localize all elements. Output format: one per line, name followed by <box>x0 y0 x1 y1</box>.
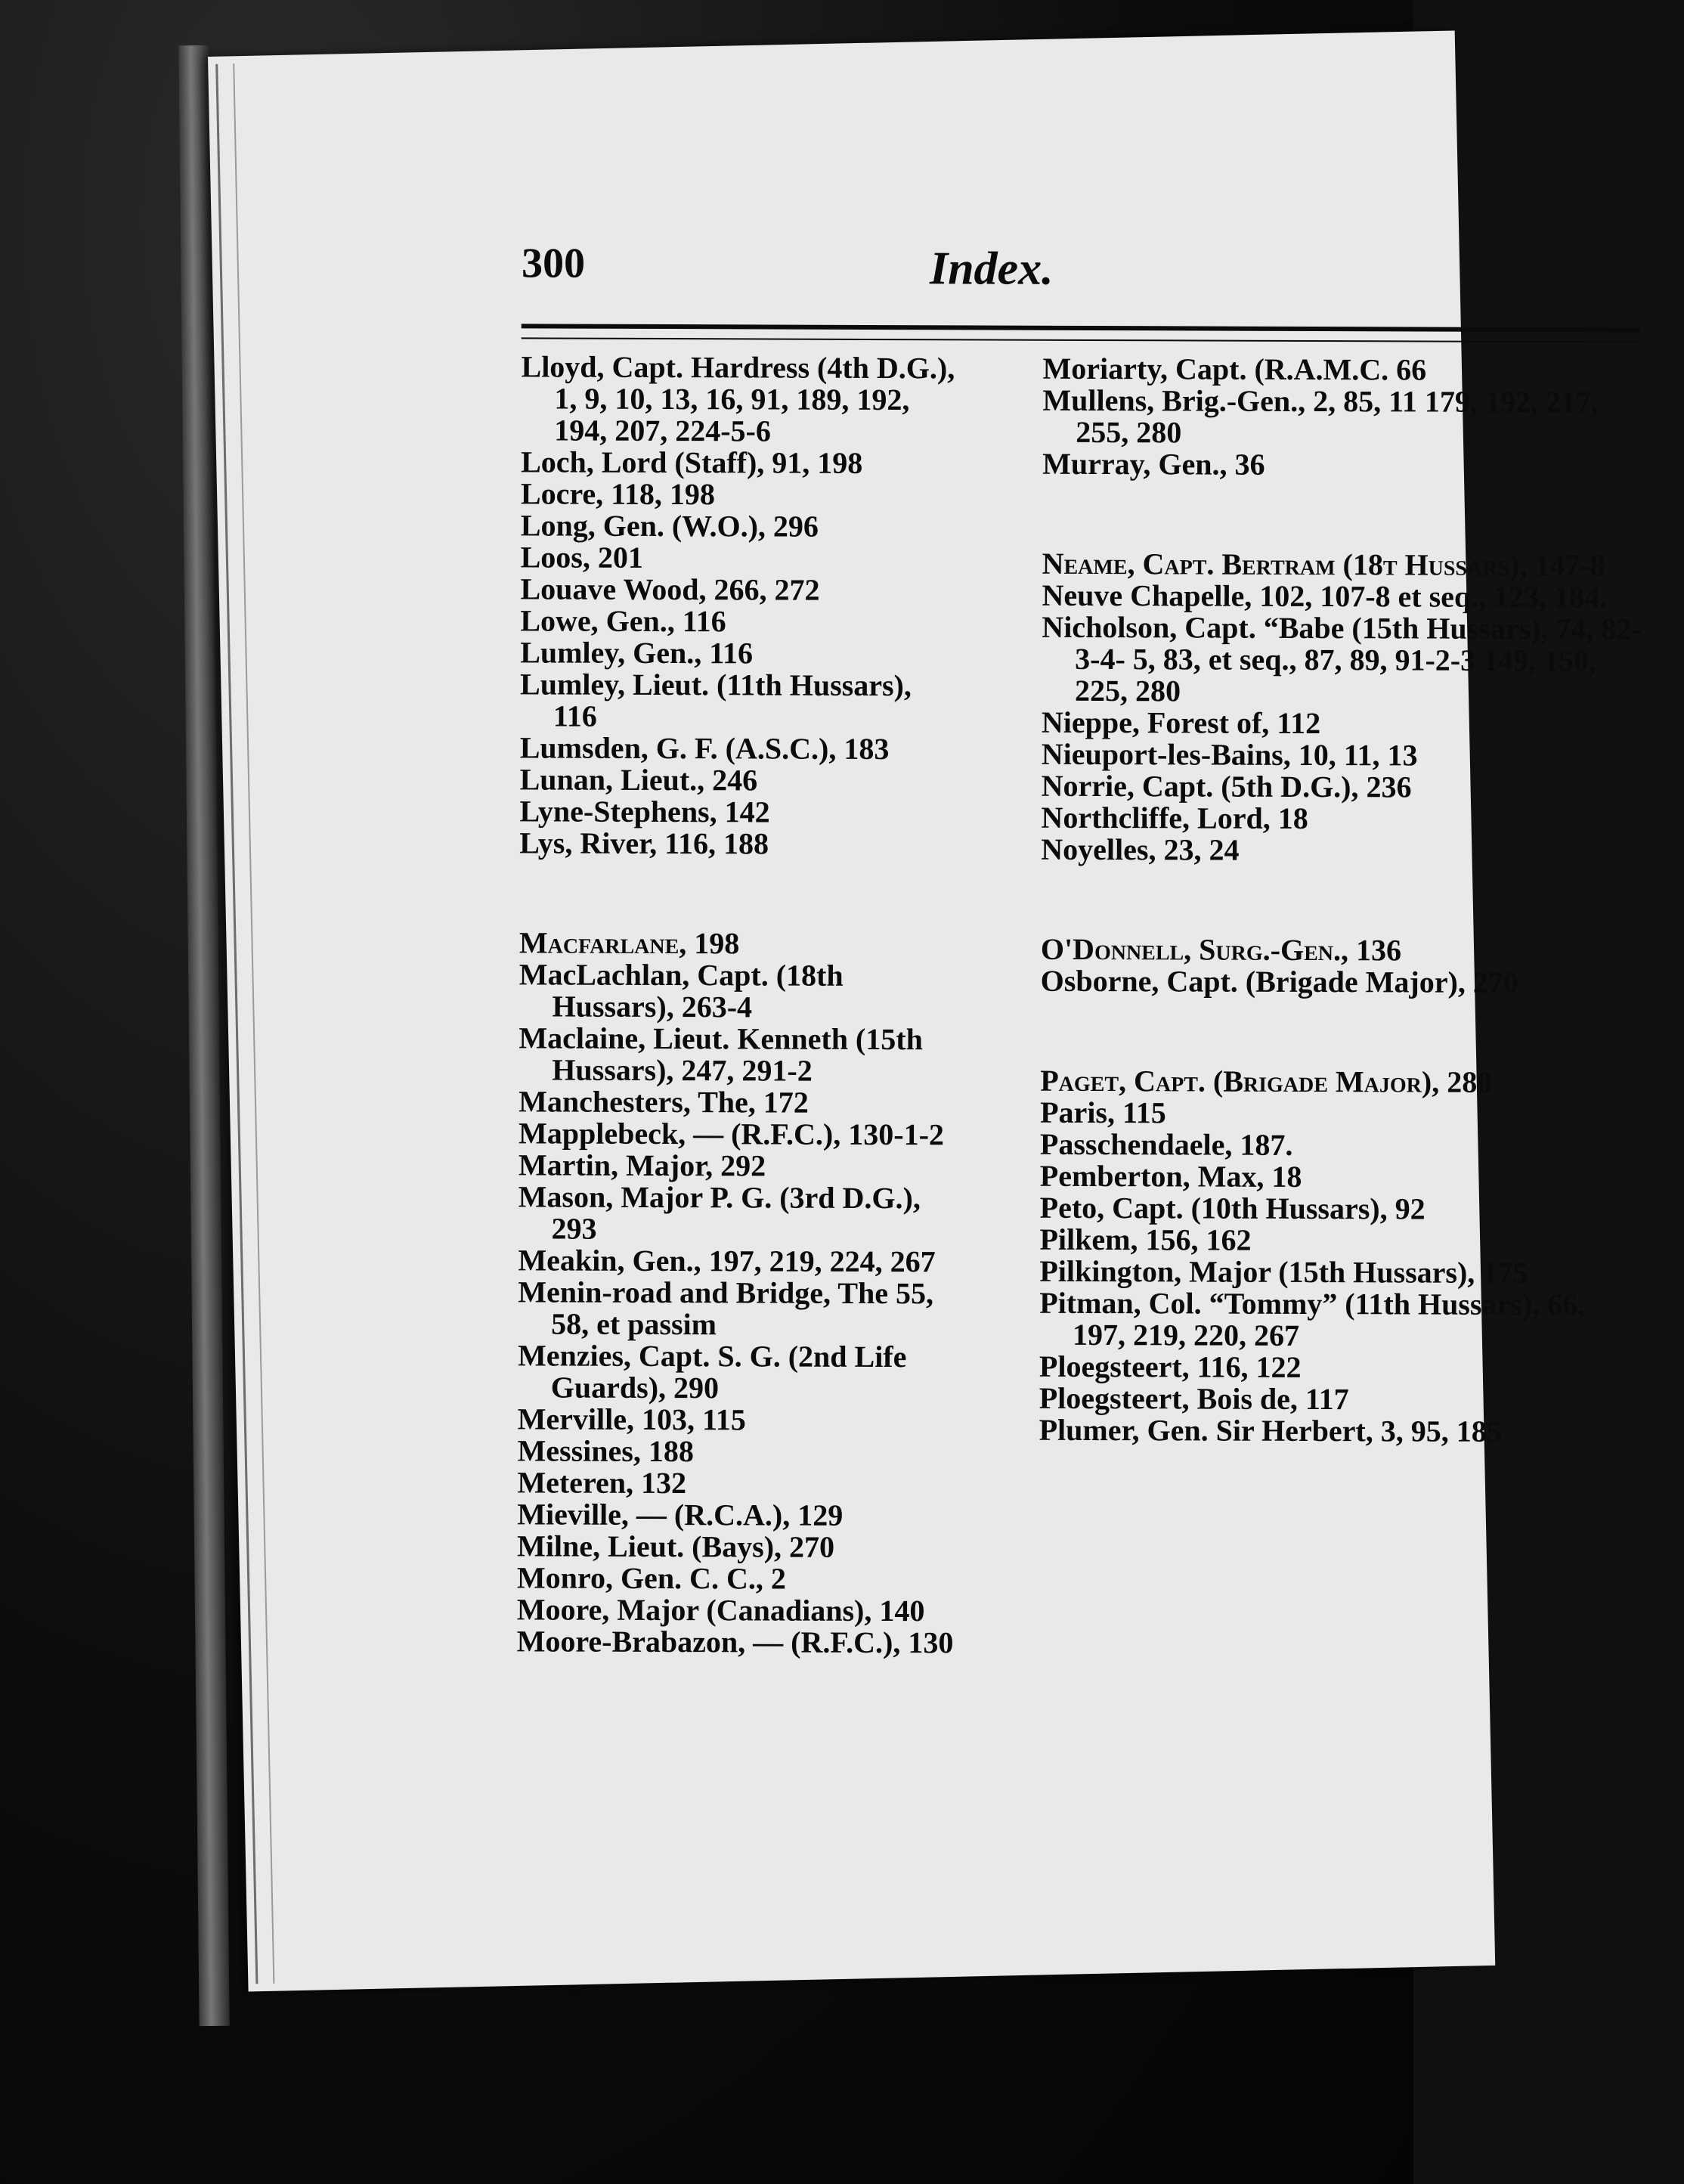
index-entry: Peto, Capt. (10th Hussars), 92 <box>1039 1190 1426 1226</box>
index-entry: Loch, Lord (Staff), 91, 198 <box>521 445 863 480</box>
index-entry: Lumley, Gen., 116 <box>520 635 754 671</box>
index-column-right <box>1039 353 1648 1448</box>
index-entry: O'Donnell, Surg.-Gen., 136 <box>1040 931 1402 968</box>
index-entry: Loos, 201 <box>520 540 644 575</box>
index-entry: Merville, 103, 115 <box>517 1402 746 1437</box>
index-entry: Lumley, Lieut. (11th Hussars), 116 <box>520 667 912 733</box>
index-entry: Ploegsteert, 116, 122 <box>1039 1349 1302 1384</box>
index-entry: Maclaine, Lieut. Kenneth (15th Hussars), 247, 291-2 <box>519 1021 923 1088</box>
index-entry: Louave Wood, 266, 272 <box>520 572 820 607</box>
index-entry: Ploegsteert, Bois de, 117 <box>1039 1380 1349 1417</box>
index-entry: Moriarty, Capt. (R.A.M.C. 66 <box>1042 351 1427 387</box>
index-entry: Monro, Gen. C. C., 2 <box>516 1560 786 1596</box>
index-entry: Moore-Brabazon, — (R.F.C.), 130 <box>516 1624 954 1660</box>
index-entry: Noyelles, 23, 24 <box>1041 832 1240 867</box>
page-content <box>515 239 1640 1981</box>
index-entry: Pilkem, 156, 162 <box>1039 1222 1252 1257</box>
index-entry: Manchesters, The, 172 <box>519 1084 809 1120</box>
index-entry: MacLachlan, Capt. (18th Hussars), 263-4 <box>519 957 844 1024</box>
index-entry: Messines, 188 <box>517 1433 694 1469</box>
index-entry: Lowe, Gen., 116 <box>520 603 726 639</box>
index-entry: Mapplebeck, — (R.F.C.), 130-1-2 <box>518 1116 945 1152</box>
index-entry: Paget, Capt. (Brigade Major), 280 <box>1040 1063 1493 1099</box>
index-entry: Lunan, Lieut., 246 <box>519 762 758 798</box>
section-gap <box>1041 866 1645 936</box>
index-entry: Neame, Capt. Bertram (18t Hussars), 147-8 <box>1042 546 1605 583</box>
running-head <box>522 239 1640 311</box>
index-entry: Norrie, Capt. (5th D.G.), 236 <box>1041 768 1412 804</box>
index-entry: Pilkington, Major (15th Hussars), 175 <box>1039 1253 1528 1290</box>
header-rule <box>522 324 1640 342</box>
index-entry: Osborne, Capt. (Brigade Major), 270 <box>1040 963 1518 999</box>
section-gap <box>519 859 958 928</box>
index-entry: Nieppe, Forest of, 112 <box>1041 705 1321 741</box>
index-entry: Locre, 118, 198 <box>520 476 716 512</box>
index-entry: Milne, Lieut. (Bays), 270 <box>517 1529 835 1564</box>
index-entry: Neuve Chapelle, 102, 107-8 et seq., 123, 184. <box>1042 578 1608 615</box>
section-gap <box>1042 480 1647 550</box>
index-entry: Pemberton, Max, 18 <box>1039 1158 1302 1194</box>
index-entry: Nicholson, Capt. “Babe (15th Hussars), 74, 82-3-4- 5, 83, et seq., 87, 89, 91-2-3 149, 150, 225, 280 <box>1042 609 1642 708</box>
page-number: 300 <box>521 240 586 287</box>
index-entry: Nieuport-les-Bains, 10, 11, 13 <box>1041 736 1418 773</box>
index-entry: Lumsden, G. F. (A.S.C.), 183 <box>519 730 890 767</box>
index-entry: Moore, Major (Canadians), 140 <box>516 1592 925 1628</box>
index-entry: Meakin, Gen., 197, 219, 224, 267 <box>518 1243 936 1279</box>
index-entry: Pitman, Col. “Tommy” (11th Hussars), 66, 197, 219, 220, 267 <box>1039 1285 1586 1352</box>
index-entry: Lloyd, Capt. Hardress (4th D.G.), 1, 9, 10, 13, 16, 91, 189, 192, 194, 207, 224-5-6 <box>521 349 955 448</box>
index-entry: Passchendaele, 187. <box>1039 1126 1293 1162</box>
index-entry: Plumer, Gen. Sir Herbert, 3, 95, 185 <box>1039 1412 1502 1448</box>
index-entry: Meteren, 132 <box>517 1465 687 1501</box>
index-entry: Menin-road and Bridge, The 55, 58, et passim <box>518 1275 934 1342</box>
index-entry: Mieville, — (R.C.A.), 129 <box>517 1497 844 1532</box>
index-entry: Martin, Major, 292 <box>518 1148 766 1183</box>
section-gap <box>1040 997 1645 1067</box>
index-entry: Mullens, Brig.-Gen., 2, 85, 11 179, 192, 217, 255, 280 <box>1042 383 1599 450</box>
index-entry: Lys, River, 116, 188 <box>519 826 769 861</box>
index-entry: Macfarlane, 198 <box>519 925 740 961</box>
index-entry: Mason, Major P. G. (3rd D.G.), 293 <box>518 1179 921 1246</box>
index-column-left <box>517 351 960 1659</box>
running-title: Index. <box>929 243 1054 295</box>
index-entry: Northcliffe, Lord, 18 <box>1041 800 1308 835</box>
index-entry: Paris, 115 <box>1040 1095 1166 1130</box>
book-page <box>208 30 1642 1991</box>
index-entry: Long, Gen. (W.O.), 296 <box>520 508 819 544</box>
index-entry: Murray, Gen., 36 <box>1042 446 1265 482</box>
index-entry: Lyne-Stephens, 142 <box>519 794 770 829</box>
index-entry: Menzies, Capt. S. G. (2nd Life Guards), 290 <box>517 1338 907 1405</box>
